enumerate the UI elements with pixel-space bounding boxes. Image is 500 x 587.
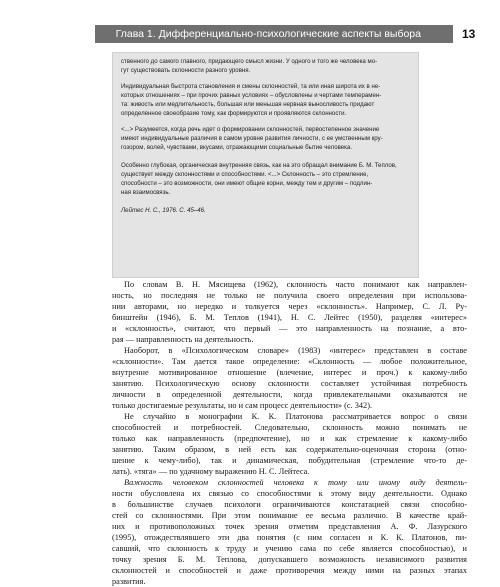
quote-line: способности – это возможности, они имеют общие корни, между тем и другим – подлин- [121, 180, 373, 187]
body-line: занятию. Таким образом, в ней есть как содержательно-оценочная сторона (отно- [112, 445, 467, 454]
body-line: ность, но последняя не только не получила своего определения при использова- [112, 291, 467, 300]
body-line: «склонности». Там дается такое определение: «Склонность — любое положительное, [112, 357, 467, 366]
body-line: лать). «тяга» — по удачному выражению Н. С. Лейтеса. [112, 467, 310, 476]
quote-line: ственного до самого главного, придающего смысл жизни. У одного и того же человека мо- [121, 58, 378, 65]
quote-line: та: живость или медлительность, большая или меньшая нервная выносливость придают [121, 101, 375, 108]
body-line: Наоборот, в «Психологическом словаре» (1983) «интерес» представлен в составе [124, 346, 467, 355]
quote-line: гозором, волей, чувствами, вкусами, отражающими социальные бытие человека. [121, 144, 353, 151]
body-line: стей со склонностями. При этом понимание ее весьма различно. В качестве край- [112, 511, 467, 520]
body-line: только как направленность (предпочтение), но и как стремление к какому-либо [112, 434, 467, 443]
body-line: способностей и потребностей. Следовательно, склонность можно понимать не [112, 423, 467, 432]
quote-line: существует между склонностями и способностями. <...> Склонность – это стремление, [121, 171, 369, 178]
body-line: (1995), отождествлявшего эти два понятия (с ним согласен и К. К. Платонов, пи- [112, 533, 467, 542]
quote-line: ная взаимосвязь. [121, 189, 171, 196]
body-line: в большинстве случаев психологи ограничиваются констатацией связи способно- [112, 500, 467, 509]
body-line: них и противоположных точек зрения отметим представления А. Ф. Лазурского [112, 522, 467, 531]
body-line: Важность человеком склонностей человека к тому или иному виду деятель- [124, 478, 467, 487]
body-line: занятию. Психологическую основу склонности составляет устойчивая потребность [112, 379, 467, 388]
body-line: только достигаемые результаты, но и сам процесс деятельности» (с. 342). [112, 401, 373, 410]
quote-line: определенное своеобразие тому, как формируются и проявляются склонности. [121, 110, 347, 117]
quote-source: Лейтес Н. С., 1976. С. 45–46. [121, 207, 206, 214]
quote-line: Индивидуальная быстрота становления и смены склонностей, та или иная широта их в не- [121, 83, 381, 90]
body-line: личности в определенной деятельности, когда привлекательными оказываются не [112, 390, 467, 399]
chapter-title: Глава 1. Дифференциально-психологические аспекты выбора [115, 28, 421, 40]
body-line: шение к чему-либо), так и динамическая, побудительная (стремление что-то де- [112, 456, 467, 465]
body-line: склонностей и способностей и даже противоречия между ними на разных этапах [112, 566, 467, 575]
page-number: 13 [462, 27, 476, 41]
quote-box [112, 52, 419, 278]
quote-line: Особенно глубокая, органическая внутренняя связь, как на это обращал внимание Б. М. Теплов, [121, 162, 397, 169]
body-line: савший, что склонность к труду и учению сама по себе является способностью), и [112, 544, 467, 553]
body-line: и «склонность», считают, что первый — это направленность на познание, а вто- [112, 324, 467, 333]
body-line: ности обусловлена их связью со способностями к этому виду деятельности. Однако [112, 489, 467, 498]
chapter-header-bar [95, 25, 453, 43]
quote-line: <...> Разумеется, когда речь идет о формировании склонностей, первостепенное значение [121, 126, 380, 133]
body-line: нии авторами, но нередко и толкуется через «склонность». Например, С. Л. Ру- [112, 302, 467, 311]
body-line: По словам В. Н. Мясищева (1962), склонность часто понимают как направлен- [124, 280, 467, 289]
body-line: рая — направленность на деятельность. [112, 335, 254, 344]
quote-line: имеют индивидуальные различия в самом уровне развития личности, с ее умственным кру- [121, 135, 383, 142]
body-line: развития. [112, 577, 146, 586]
body-line: Не случайно в монографии К. К. Платонова рассматривается вопрос о связи [124, 412, 467, 421]
body-line: бинштейн (1946), Б. М. Теплов (1941), Н. С. Лейтес (1950), разделяя «интерес» [112, 313, 467, 322]
quote-line: гут существовать склонности разного уровня. [121, 67, 251, 74]
body-line: внутренне мотивированное отношение (влечение, интерес и проч.) к какому-либо [112, 368, 467, 377]
body-line: точку зрения Б. М. Теплова, допускавшего возможность независимого развития [112, 555, 467, 564]
quote-line: которых отношениях – при прочих равных условиях – обусловлены и чертами темперамен- [121, 92, 382, 99]
